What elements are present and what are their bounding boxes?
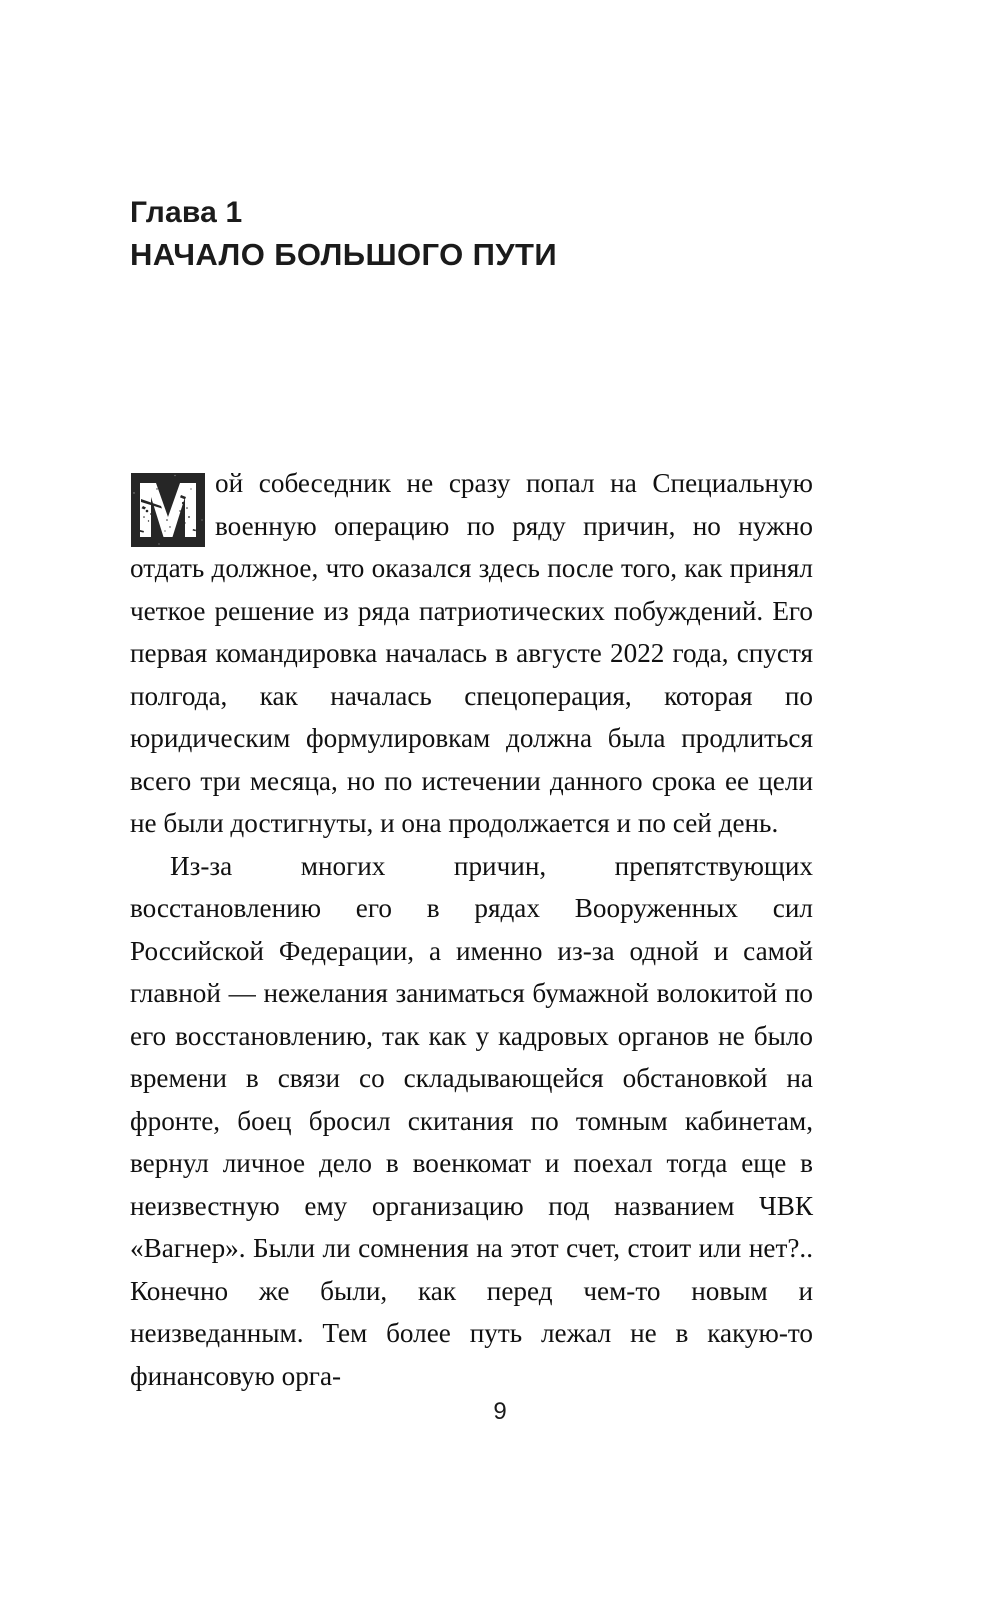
- chapter-title: НАЧАЛО БОЛЬШОГО ПУТИ: [130, 237, 558, 272]
- paragraph-2: [130, 845, 813, 1398]
- dropcap-m-icon: [131, 473, 205, 547]
- paragraph-2-text: Из-за многих причин, препятствующих восстановлению его в рядах Вооруженных сил Российской Федерации, а именно из-за одной и самой главной — нежелания заниматься бумажной волокитой по его восстановлению, так как у кадровых органов не было времени в связи со складывающейся обстановкой на фронте, боец бросил скитания по томным кабинетам, вернул личное дело в военкомат и поехал тогда еще в неизвестную ему организацию под названием ЧВК «Вагнер». Были ли сомнения на этот счет, стоит или нет?.. Конечно же были, как перед чем-то новым и неизведанным. Тем более путь лежал не в какую-то финансовую орга-: [130, 850, 813, 1391]
- paragraph-1: [130, 462, 813, 845]
- page-number: 9: [493, 1398, 507, 1425]
- chapter-number: Глава 1: [130, 196, 243, 229]
- chapter-heading: [130, 192, 820, 276]
- body-text-block: [130, 462, 813, 1397]
- paragraph-1-text: ой собеседник не сразу попал на Специальную военную операцию по ряду причин, но нужно отдать должное, что оказался здесь после того, как принял четкое решение из ряда патриотических побуждений. Его первая командировка началась в августе 2022 года, спустя полгода, как началась спецоперация, которая по юридическим формулировкам должна была продлиться всего три месяца, но по истечении данного срока ее цели не были достигнуты, и она продолжается и по сей день.: [130, 468, 813, 838]
